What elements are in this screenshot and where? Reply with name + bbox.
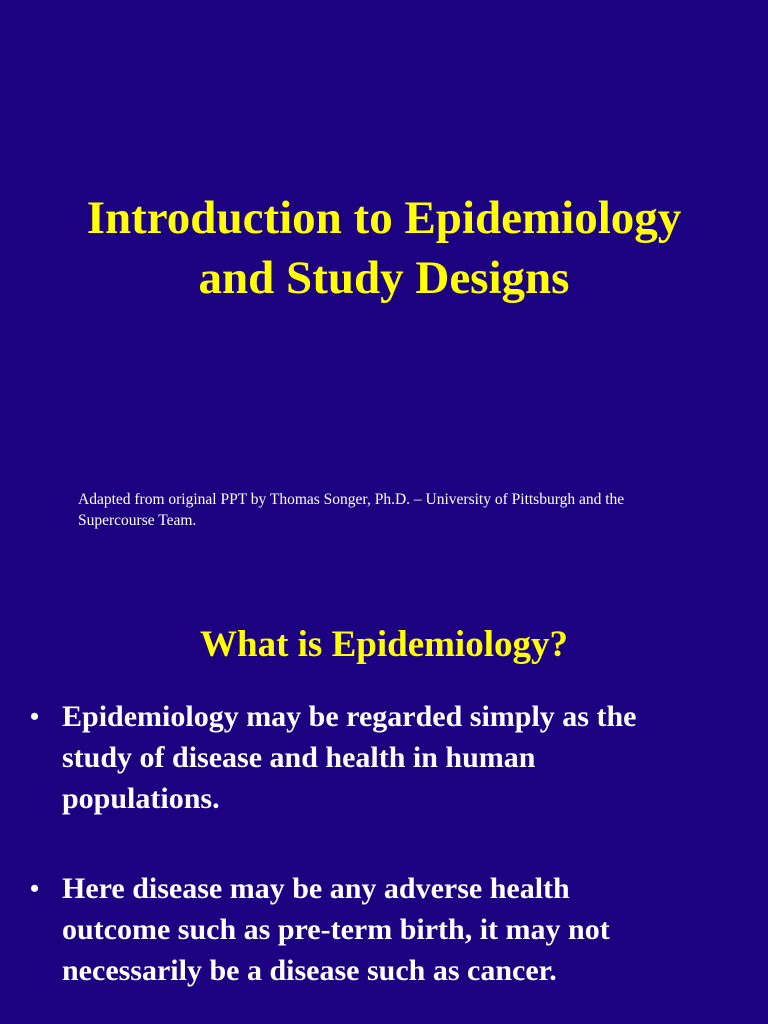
bullet-icon: • xyxy=(30,874,40,903)
content-slide xyxy=(0,576,768,1024)
bullet-icon: • xyxy=(30,702,40,731)
bullet-line: outcome such as pre-term birth, it may not xyxy=(62,913,610,946)
slide-heading: What is Epidemiology? xyxy=(200,624,568,665)
slide-title xyxy=(0,188,768,308)
bullet-line: Epidemiology may be regarded simply as the xyxy=(62,700,637,733)
bullet-text xyxy=(62,696,730,819)
bullet-line: populations. xyxy=(62,782,220,815)
bullet-item xyxy=(30,696,730,819)
attribution-text xyxy=(78,489,718,531)
attribution-line: Supercourse Team. xyxy=(78,512,197,529)
bullet-line: necessarily be a disease such as cancer. xyxy=(62,954,557,987)
bullet-line: study of disease and health in human xyxy=(62,741,536,774)
slide-title-line: Introduction to Epidemiology xyxy=(86,192,682,244)
bullet-line: Here disease may be any adverse health xyxy=(62,872,570,905)
slide-title-line: and Study Designs xyxy=(198,252,570,304)
bullet-text xyxy=(62,868,730,991)
bullet-item xyxy=(30,868,730,991)
attribution-line: Adapted from original PPT by Thomas Songer, Ph.D. – University of Pittsburgh and the xyxy=(78,491,625,508)
